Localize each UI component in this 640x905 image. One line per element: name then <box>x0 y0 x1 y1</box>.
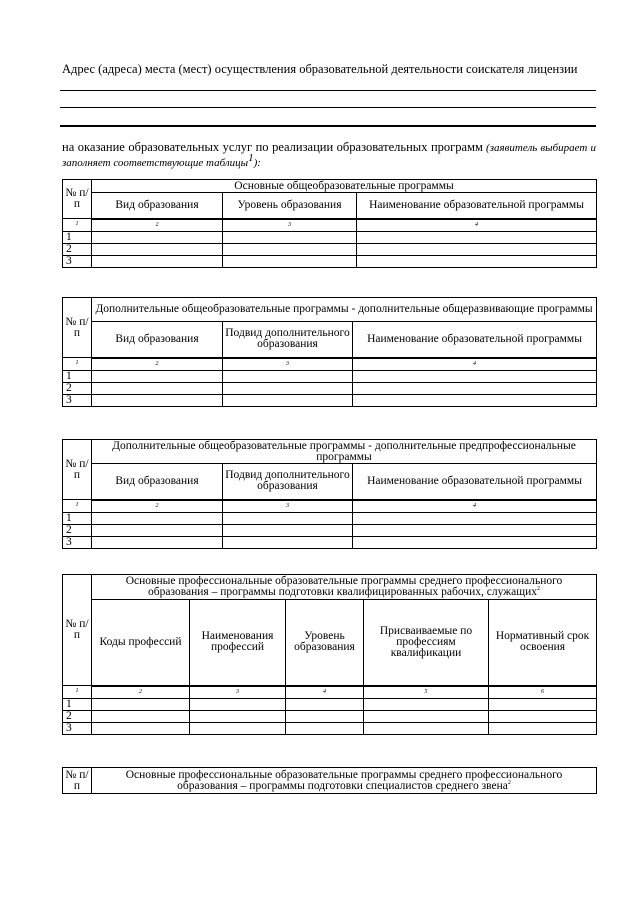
table-cell[interactable] <box>286 710 364 722</box>
table-caption <box>92 575 597 600</box>
table-cell[interactable] <box>190 710 286 722</box>
row-number: 1 <box>63 231 92 243</box>
table-cell[interactable] <box>92 394 223 406</box>
column-header: Вид образования <box>92 464 223 500</box>
column-header: Уровень образования <box>286 600 364 686</box>
column-header: Нормативный срок освоения <box>489 600 597 686</box>
table-row <box>63 382 597 394</box>
intro-note: (заявитель выбирает и заполняет соответствующие таблицы <box>62 142 596 169</box>
column-index: 5 <box>364 686 489 699</box>
num-header: № п/п <box>63 575 92 686</box>
row-number: 1 <box>63 698 92 710</box>
row-number: 2 <box>63 243 92 255</box>
table-cell[interactable] <box>223 231 357 243</box>
table-cell[interactable] <box>92 698 190 710</box>
num-header: № п/п <box>63 298 92 358</box>
table-cell[interactable] <box>92 524 223 536</box>
table-cell[interactable] <box>190 722 286 734</box>
table-cell[interactable] <box>357 231 597 243</box>
column-header: Коды профессий <box>92 600 190 686</box>
column-index: 2 <box>92 686 190 699</box>
table-cell[interactable] <box>223 255 357 267</box>
column-index: 4 <box>353 358 597 371</box>
column-header: Вид образования <box>92 322 223 358</box>
column-header: Наименование образовательной программы <box>357 193 597 219</box>
table-caption: Дополнительные общеобразовательные программы - дополнительные общеразвивающие программы <box>92 298 597 322</box>
table-additional-preprofessional-programs <box>62 439 597 549</box>
column-index: 3 <box>223 358 353 371</box>
row-number: 2 <box>63 524 92 536</box>
table-additional-general-programs <box>62 297 597 407</box>
caption-footnote-mark: 2 <box>536 586 540 593</box>
address-line-1 <box>60 90 596 91</box>
table-cell[interactable] <box>223 512 353 524</box>
table-general-programs <box>62 179 597 268</box>
column-header: Наименования профессий <box>190 600 286 686</box>
column-index: 1 <box>63 358 92 371</box>
table-row <box>63 698 597 710</box>
table-cell[interactable] <box>353 536 597 548</box>
table-cell[interactable] <box>92 382 223 394</box>
table-cell[interactable] <box>489 698 597 710</box>
table-vocational-workers-programs <box>62 574 597 735</box>
table-cell[interactable] <box>489 722 597 734</box>
table-cell[interactable] <box>223 394 353 406</box>
column-index: 2 <box>92 500 223 513</box>
table-cell[interactable] <box>92 255 223 267</box>
row-number: 3 <box>63 394 92 406</box>
table-cell[interactable] <box>92 231 223 243</box>
intro-paragraph <box>62 140 596 170</box>
column-header: Уровень образования <box>223 193 357 219</box>
column-index: 4 <box>353 500 597 513</box>
table-row <box>63 394 597 406</box>
table-cell[interactable] <box>364 722 489 734</box>
table-cell[interactable] <box>353 512 597 524</box>
table-caption: Дополнительные общеобразовательные программы - дополнительные предпрофессиональные программы <box>92 440 597 464</box>
intro-main-text: на оказание образовательных услуг по реализации образовательных программ <box>62 140 483 154</box>
table-row <box>63 524 597 536</box>
column-index: 3 <box>223 219 357 232</box>
num-header: № п/п <box>63 440 92 500</box>
column-header: Подвид дополнительного образования <box>223 322 353 358</box>
table-caption <box>92 768 597 794</box>
table-cell[interactable] <box>223 382 353 394</box>
table-cell[interactable] <box>223 370 353 382</box>
table-vocational-specialists-programs <box>62 767 597 794</box>
table-caption: Основные общеобразовательные программы <box>92 180 597 193</box>
caption-footnote-mark: 2 <box>507 779 511 786</box>
table-cell[interactable] <box>286 722 364 734</box>
address-heading: Адрес (адреса) места (мест) осуществления образовательной деятельности соискателя лицензии <box>62 62 578 76</box>
row-number: 1 <box>63 370 92 382</box>
column-index: 2 <box>92 358 223 371</box>
row-number: 2 <box>63 710 92 722</box>
table-row <box>63 512 597 524</box>
table-cell[interactable] <box>364 698 489 710</box>
row-number: 2 <box>63 382 92 394</box>
table-cell[interactable] <box>92 512 223 524</box>
table-cell[interactable] <box>92 710 190 722</box>
column-index: 2 <box>92 219 223 232</box>
column-index: 4 <box>357 219 597 232</box>
table-cell[interactable] <box>223 243 357 255</box>
table-cell[interactable] <box>353 394 597 406</box>
intro-footnote-mark: 1 <box>248 151 254 164</box>
table-cell[interactable] <box>286 698 364 710</box>
table-cell[interactable] <box>92 536 223 548</box>
column-index: 3 <box>223 500 353 513</box>
row-number: 3 <box>63 536 92 548</box>
num-header: № п/п <box>63 180 92 219</box>
column-header: Наименование образовательной программы <box>353 464 597 500</box>
table-cell[interactable] <box>353 524 597 536</box>
column-header: Присваиваемые по профессиям квалификации <box>364 600 489 686</box>
table-caption-text: Основные профессиональные образовательные программы среднего профессионального образования – программы подготовки квалифицированных рабочих, служащих <box>125 575 563 598</box>
table-cell[interactable] <box>357 255 597 267</box>
column-index: 1 <box>63 219 92 232</box>
row-number: 3 <box>63 722 92 734</box>
table-row <box>63 370 597 382</box>
row-number: 3 <box>63 255 92 267</box>
table-cell[interactable] <box>223 524 353 536</box>
table-cell[interactable] <box>489 710 597 722</box>
column-index: 6 <box>489 686 597 699</box>
column-header: Подвид дополнительного образования <box>223 464 353 500</box>
column-index: 3 <box>190 686 286 699</box>
intro-note-end: ): <box>253 157 261 169</box>
table-cell[interactable] <box>364 710 489 722</box>
column-index: 1 <box>63 500 92 513</box>
table-cell[interactable] <box>353 382 597 394</box>
table-row <box>63 243 597 255</box>
table-cell[interactable] <box>357 243 597 255</box>
column-header: Вид образования <box>92 193 223 219</box>
table-row <box>63 536 597 548</box>
table-cell[interactable] <box>223 536 353 548</box>
table-cell[interactable] <box>92 722 190 734</box>
column-header: Наименование образовательной программы <box>353 322 597 358</box>
table-row <box>63 722 597 734</box>
table-cell[interactable] <box>190 698 286 710</box>
table-cell[interactable] <box>353 370 597 382</box>
address-line-2 <box>60 107 596 108</box>
address-line-3 <box>60 125 596 127</box>
table-cell[interactable] <box>92 243 223 255</box>
num-header: № п/п <box>63 768 92 794</box>
column-index: 4 <box>286 686 364 699</box>
row-number: 1 <box>63 512 92 524</box>
column-index: 1 <box>63 686 92 699</box>
table-row <box>63 710 597 722</box>
table-row <box>63 231 597 243</box>
table-cell[interactable] <box>92 370 223 382</box>
table-caption-text: Основные профессиональные образовательные программы среднего профессионального образования – программы подготовки специалистов среднего звена <box>125 768 563 792</box>
table-row <box>63 255 597 267</box>
